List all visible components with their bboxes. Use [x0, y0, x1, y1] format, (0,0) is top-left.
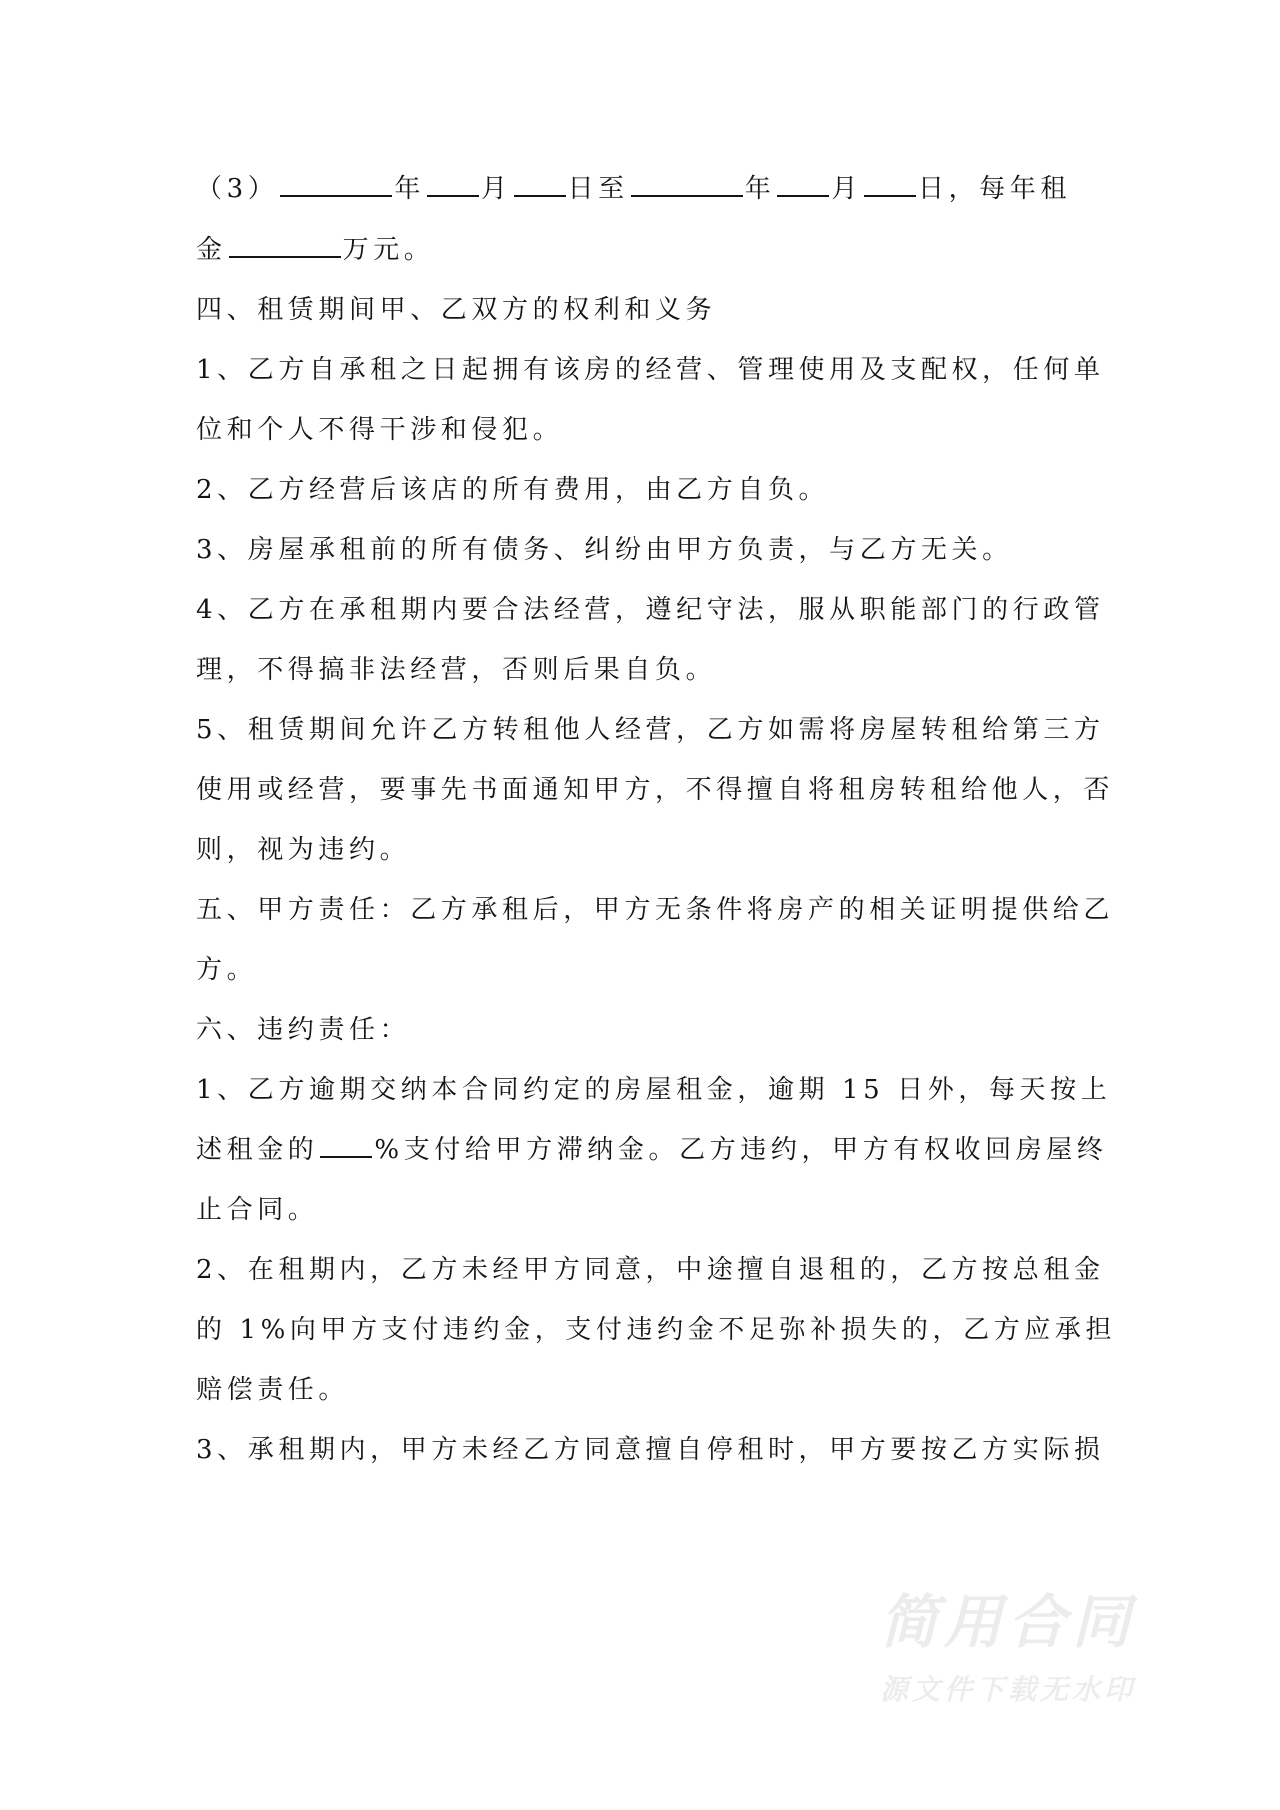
text-line: 赔偿责任。: [196, 1375, 350, 1405]
text-line-rent-period-3: [196, 172, 1071, 206]
text-line: 止合同。: [196, 1195, 319, 1225]
text-line: 则，视为违约。: [196, 835, 411, 865]
text-fragment: 月: [831, 174, 862, 204]
text-fragment: （3）: [196, 174, 279, 204]
section-heading-lessor-duty: 五、甲方责任：乙方承租后，甲方无条件将房产的相关证明提供给乙: [196, 895, 1115, 925]
text-line: 1、乙方逾期交纳本合同约定的房屋租金，逾期 15 日外，每天按上: [196, 1075, 1112, 1105]
text-line: 理，不得搞非法经营，否则后果自负。: [196, 655, 717, 685]
watermark-brand: 简用合同: [880, 1588, 1137, 1656]
watermark-tagline: 源文件下载无水印: [880, 1673, 1137, 1706]
blank-day-end: [864, 173, 916, 197]
text-fragment: 日，每年租: [917, 174, 1071, 204]
text-fragment: 日至: [567, 174, 629, 204]
text-fragment: 年: [744, 174, 776, 204]
text-line: 使用或经营，要事先书面通知甲方，不得擅自将租房转租给他人，否: [196, 775, 1115, 805]
text-line: 1、乙方自承租之日起拥有该房的经营、管理使用及支配权，任何单: [196, 355, 1105, 385]
text-line: 3、房屋承租前的所有债务、纠纷由甲方负责，与乙方无关。: [196, 535, 1013, 565]
watermark: [880, 1590, 1180, 1708]
blank-rent-amount: [229, 234, 341, 258]
text-line-annual-rent: [196, 233, 434, 267]
text-line-late-fee: [196, 1133, 1108, 1167]
blank-year-start: [280, 173, 392, 197]
blank-year-end: [631, 173, 743, 197]
text-line: 的 1%向甲方支付违约金，支付违约金不足弥补损失的，乙方应承担: [196, 1315, 1117, 1345]
blank-late-fee-percent: [320, 1134, 372, 1158]
text-line: 3、承租期内，甲方未经乙方同意擅自停租时，甲方要按乙方实际损: [196, 1435, 1105, 1465]
text-fragment: 年: [394, 174, 425, 204]
text-fragment: 万元。: [342, 235, 435, 265]
section-heading-rights-obligations: 四、租赁期间甲、乙双方的权利和义务: [196, 295, 717, 325]
text-line: 位和个人不得干涉和侵犯。: [196, 415, 564, 445]
section-heading-breach-liability: 六、违约责任：: [196, 1015, 411, 1045]
text-fragment: 述租金的: [196, 1135, 319, 1165]
blank-month-end: [777, 173, 829, 197]
text-line: 5、租赁期间允许乙方转租他人经营，乙方如需将房屋转租给第三方: [196, 715, 1105, 745]
text-line: 2、在租期内，乙方未经甲方同意，中途擅自退租的，乙方按总租金: [196, 1255, 1105, 1285]
blank-day-start: [514, 173, 566, 197]
text-line: 方。: [196, 955, 258, 985]
text-line: 4、乙方在承租期内要合法经营，遵纪守法，服从职能部门的行政管: [196, 595, 1105, 625]
text-fragment: 金: [196, 235, 227, 265]
blank-month-start: [427, 173, 479, 197]
text-fragment: 月: [480, 174, 512, 204]
text-fragment: %支付给甲方滞纳金。乙方违约，甲方有权收回房屋终: [374, 1135, 1108, 1165]
text-line: 2、乙方经营后该店的所有费用，由乙方自负。: [196, 475, 830, 505]
